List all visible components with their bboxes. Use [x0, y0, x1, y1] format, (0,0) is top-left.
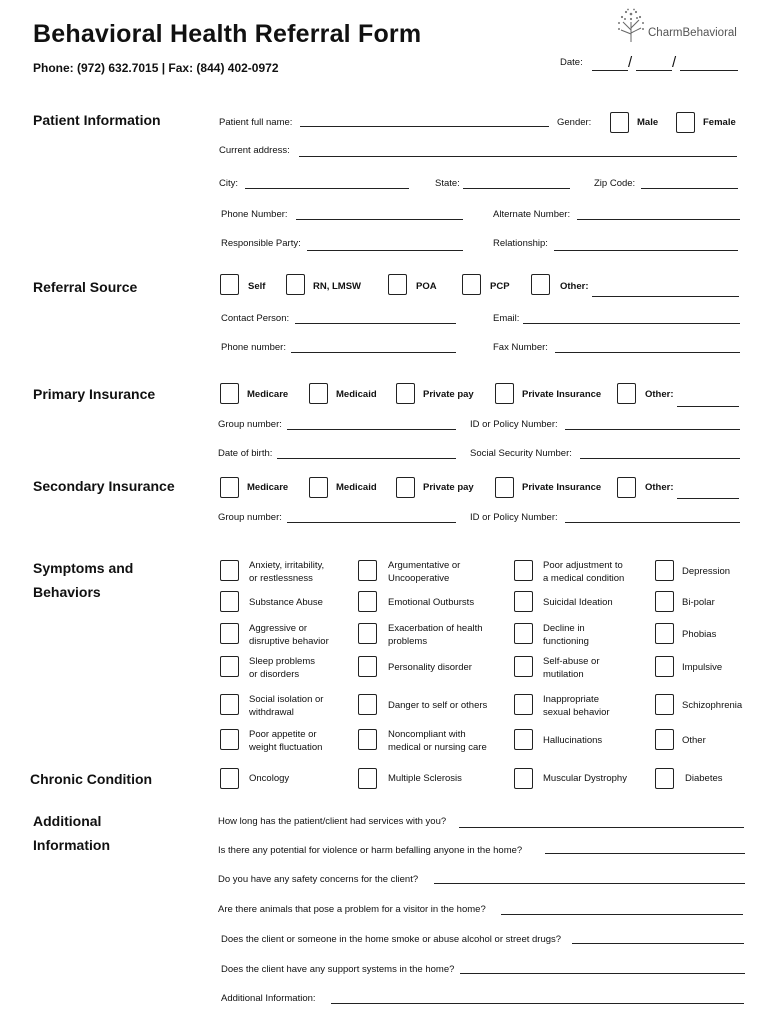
primary-medicare-label: Medicare: [247, 389, 289, 400]
secondary-other-checkbox[interactable]: [617, 477, 636, 498]
secondary-private-pay-label: Private pay: [423, 482, 474, 493]
alternate-number-label: Alternate Number:: [493, 209, 571, 220]
section-behaviors-title: Behaviors: [33, 584, 101, 600]
primary-private-insurance-checkbox[interactable]: [495, 383, 514, 404]
secondary-group-label: Group number:: [218, 512, 282, 523]
zip-label: Zip Code:: [594, 178, 636, 189]
symptom-label-line: disruptive behavior: [249, 635, 329, 647]
symptom-checkbox[interactable]: [655, 560, 674, 581]
date-month-field[interactable]: [592, 70, 628, 71]
primary-other-field[interactable]: [677, 406, 739, 407]
symptom-label-line: Aggressive or: [249, 623, 308, 634]
symptom-label: [682, 700, 742, 713]
email-field[interactable]: [523, 323, 740, 324]
answer-safety-concerns[interactable]: [434, 883, 745, 884]
primary-private-insurance-label: Private Insurance: [522, 389, 602, 400]
secondary-medicaid-checkbox[interactable]: [309, 477, 328, 498]
fax-number-field[interactable]: [555, 352, 740, 353]
relationship-field[interactable]: [554, 250, 738, 251]
ssn-label: Social Security Number:: [470, 448, 572, 459]
dob-field[interactable]: [277, 458, 456, 459]
contact-person-field[interactable]: [295, 323, 456, 324]
symptom-label-line: Depression: [682, 566, 731, 577]
symptom-label-line: Argumentative or: [388, 560, 461, 571]
symptom-label-line: Decline in: [543, 623, 585, 634]
answer-substance-use[interactable]: [572, 943, 744, 944]
primary-other-checkbox[interactable]: [617, 383, 636, 404]
answer-violence-potential[interactable]: [545, 853, 745, 854]
question-safety-concerns: Do you have any safety concerns for the client?: [218, 874, 419, 885]
section-patient-information: Patient Information: [33, 112, 161, 128]
section-primary-insurance: Primary Insurance: [33, 386, 156, 402]
symptom-checkbox[interactable]: [220, 694, 239, 715]
symptom-label-line: medical or nursing care: [388, 741, 487, 753]
symptom-label: [682, 662, 722, 675]
primary-group-field[interactable]: [287, 429, 456, 430]
symptom-checkbox[interactable]: [514, 656, 533, 677]
oncology-checkbox[interactable]: [220, 768, 239, 789]
answer-additional-info[interactable]: [331, 1003, 744, 1004]
state-field[interactable]: [463, 188, 570, 189]
symptom-label-line: problems: [388, 635, 428, 647]
rn-lmsw-checkbox[interactable]: [286, 274, 305, 295]
secondary-private-pay-checkbox[interactable]: [396, 477, 415, 498]
primary-policy-label: ID or Policy Number:: [470, 419, 558, 430]
rn-lmsw-label: RN, LMSW: [313, 281, 362, 292]
fax-number-label: Fax Number:: [493, 342, 548, 353]
multiple-sclerosis-label: Multiple Sclerosis: [388, 773, 462, 784]
symptom-checkbox[interactable]: [358, 560, 377, 581]
symptom-checkbox[interactable]: [655, 623, 674, 644]
section-chronic-condition: Chronic Condition: [30, 771, 153, 787]
answer-support-systems[interactable]: [460, 973, 745, 974]
symptom-checkbox[interactable]: [358, 623, 377, 644]
symptom-label-line: withdrawal: [249, 706, 294, 718]
symptom-label-line: Poor appetite or: [249, 729, 317, 740]
symptom-label-line: Poor adjustment to: [543, 560, 623, 571]
symptom-label: [388, 560, 460, 585]
symptom-checkbox[interactable]: [514, 591, 533, 612]
symptom-label: [682, 629, 716, 642]
secondary-medicaid-label: Medicaid: [336, 482, 377, 493]
section-additional-title: Additional: [33, 813, 102, 829]
referral-phone-label: Phone number:: [221, 342, 286, 353]
symptom-label: [388, 597, 474, 610]
section-referral-source: Referral Source: [33, 279, 138, 295]
symptom-label-line: sexual behavior: [543, 706, 610, 718]
symptom-label-line: Sleep problems: [249, 656, 316, 667]
symptom-label-line: Other: [682, 735, 706, 746]
address-label: Current address:: [219, 145, 290, 156]
symptom-label: [249, 623, 329, 648]
symptom-label: [543, 656, 600, 681]
answer-services-duration[interactable]: [459, 827, 744, 828]
secondary-medicare-label: Medicare: [247, 482, 289, 493]
tree-logo-icon: [615, 8, 647, 49]
responsible-party-field[interactable]: [307, 250, 463, 251]
form-title: Behavioral Health Referral Form: [33, 20, 422, 48]
muscular-dystrophy-checkbox[interactable]: [514, 768, 533, 789]
symptom-label: [543, 560, 624, 585]
secondary-policy-field[interactable]: [565, 522, 740, 523]
question-animals: Are there animals that pose a problem for a visitor in the home?: [218, 904, 486, 915]
contact-info: Phone: (972) 632.7015 | Fax: (844) 402-0972: [33, 61, 279, 75]
male-checkbox[interactable]: [610, 112, 629, 133]
date-label: Date:: [560, 57, 583, 68]
poa-checkbox[interactable]: [388, 274, 407, 295]
patient-name-field[interactable]: [300, 126, 549, 127]
symptom-label-line: Self-abuse or: [543, 656, 600, 667]
symptom-checkbox[interactable]: [655, 591, 674, 612]
oncology-label: Oncology: [249, 773, 290, 784]
responsible-party-label: Responsible Party:: [221, 238, 301, 249]
primary-group-label: Group number:: [218, 419, 282, 430]
alternate-number-field[interactable]: [577, 219, 740, 220]
section-information-title: Information: [33, 837, 110, 853]
symptom-label-line: Impulsive: [682, 662, 723, 673]
referral-phone-field[interactable]: [291, 352, 456, 353]
symptom-checkbox[interactable]: [655, 729, 674, 750]
symptom-checkbox[interactable]: [655, 656, 674, 677]
question-violence-potential: Is there any potential for violence or harm befalling anyone in the home?: [218, 845, 523, 856]
secondary-other-field[interactable]: [677, 498, 739, 499]
date-slash: /: [672, 54, 677, 71]
symptom-label-line: Exacerbation of health: [388, 623, 483, 634]
poa-label: POA: [416, 281, 437, 292]
self-label: Self: [248, 281, 266, 292]
symptom-label-line: or restlessness: [249, 572, 313, 584]
symptom-label: [388, 623, 483, 648]
secondary-private-insurance-checkbox[interactable]: [495, 477, 514, 498]
symptom-checkbox[interactable]: [514, 623, 533, 644]
symptom-label-line: Suicidal Ideation: [543, 597, 613, 608]
symptom-label: [543, 597, 613, 610]
symptom-checkbox[interactable]: [514, 560, 533, 581]
question-additional-info: Additional Information:: [221, 993, 316, 1004]
symptom-checkbox[interactable]: [358, 656, 377, 677]
phone-number-label: Phone Number:: [221, 209, 288, 220]
symptom-checkbox[interactable]: [220, 656, 239, 677]
section-secondary-insurance: Secondary Insurance: [33, 478, 175, 494]
symptom-label-line: Anxiety, irritability,: [249, 560, 325, 571]
symptom-label: [682, 735, 706, 748]
symptom-label-line: Personality disorder: [388, 662, 472, 673]
symptom-label-line: Substance Abuse: [249, 597, 323, 608]
symptom-label: [682, 597, 715, 610]
muscular-dystrophy-label: Muscular Dystrophy: [543, 773, 627, 784]
symptom-checkbox[interactable]: [655, 694, 674, 715]
secondary-policy-label: ID or Policy Number:: [470, 512, 558, 523]
patient-name-label: Patient full name:: [219, 117, 293, 128]
symptom-label: [249, 560, 324, 585]
ssn-field[interactable]: [580, 458, 740, 459]
question-substance-use: Does the client or someone in the home smoke or abuse alcohol or street drugs?: [221, 934, 562, 945]
answer-animals[interactable]: [501, 914, 743, 915]
primary-medicare-checkbox[interactable]: [220, 383, 239, 404]
section-symptoms-title: Symptoms and: [33, 560, 134, 576]
symptom-label: [682, 566, 730, 579]
email-label: Email:: [493, 313, 520, 324]
diabetes-checkbox[interactable]: [655, 768, 674, 789]
symptom-checkbox[interactable]: [220, 623, 239, 644]
symptom-label-line: Inappropriate: [543, 694, 599, 705]
multiple-sclerosis-checkbox[interactable]: [358, 768, 377, 789]
male-label: Male: [637, 117, 659, 128]
primary-private-pay-checkbox[interactable]: [396, 383, 415, 404]
primary-policy-field[interactable]: [565, 429, 740, 430]
symptom-label-line: Emotional Outbursts: [388, 597, 475, 608]
symptom-label: [543, 623, 589, 648]
city-label: City:: [219, 178, 238, 189]
secondary-medicare-checkbox[interactable]: [220, 477, 239, 498]
gender-label: Gender:: [557, 117, 592, 128]
pcp-label: PCP: [490, 281, 510, 292]
symptom-label-line: Hallucinations: [543, 735, 603, 746]
secondary-group-field[interactable]: [287, 522, 456, 523]
other-referral-label: Other:: [560, 281, 589, 292]
date-slash: /: [628, 54, 633, 71]
logo-text: CharmBehavioral: [648, 27, 737, 39]
symptom-checkbox[interactable]: [220, 560, 239, 581]
female-label: Female: [703, 117, 736, 128]
contact-person-label: Contact Person:: [221, 313, 290, 324]
symptom-label: [249, 597, 323, 610]
symptom-label-line: or disorders: [249, 668, 300, 680]
secondary-private-insurance-label: Private Insurance: [522, 482, 602, 493]
symptom-label-line: Noncompliant with: [388, 729, 466, 740]
symptom-checkbox[interactable]: [358, 694, 377, 715]
symptom-label: [388, 729, 487, 754]
symptom-label-line: functioning: [543, 635, 589, 647]
date-day-field[interactable]: [636, 70, 672, 71]
symptom-checkbox[interactable]: [514, 729, 533, 750]
other-referral-field[interactable]: [592, 296, 739, 297]
symptom-label: [249, 656, 315, 681]
secondary-other-label: Other:: [645, 482, 674, 493]
address-field[interactable]: [299, 156, 737, 157]
pcp-checkbox[interactable]: [462, 274, 481, 295]
question-services-duration: How long has the patient/client had services with you?: [218, 816, 447, 827]
date-year-field[interactable]: [680, 70, 738, 71]
symptom-label-line: mutilation: [543, 668, 584, 680]
symptom-label-line: Phobias: [682, 629, 717, 640]
phone-number-field[interactable]: [296, 219, 463, 220]
primary-other-label: Other:: [645, 389, 674, 400]
relationship-label: Relationship:: [493, 238, 548, 249]
dob-label: Date of birth:: [218, 448, 273, 459]
symptom-checkbox[interactable]: [220, 729, 239, 750]
symptom-label-line: Uncooperative: [388, 572, 450, 584]
diabetes-label: Diabetes: [685, 773, 723, 784]
symptom-label: [388, 700, 487, 713]
primary-medicaid-label: Medicaid: [336, 389, 377, 400]
self-checkbox[interactable]: [220, 274, 239, 295]
symptom-label-line: Danger to self or others: [388, 700, 488, 711]
question-support-systems: Does the client have any support systems in the home?: [221, 964, 455, 975]
symptom-checkbox[interactable]: [220, 591, 239, 612]
symptom-label: [388, 662, 472, 675]
city-field[interactable]: [245, 188, 409, 189]
symptom-label: [249, 694, 323, 719]
primary-medicaid-checkbox[interactable]: [309, 383, 328, 404]
state-label: State:: [435, 178, 460, 189]
symptom-label: [249, 729, 322, 754]
zip-field[interactable]: [641, 188, 738, 189]
symptom-label: [543, 735, 602, 748]
symptom-label-line: a medical condition: [543, 572, 625, 584]
symptom-label-line: Social isolation or: [249, 694, 324, 705]
primary-private-pay-label: Private pay: [423, 389, 474, 400]
symptom-label-line: Schizophrenia: [682, 700, 743, 711]
symptom-checkbox[interactable]: [358, 729, 377, 750]
symptom-label-line: Bi-polar: [682, 597, 715, 608]
female-checkbox[interactable]: [676, 112, 695, 133]
other-referral-checkbox[interactable]: [531, 274, 550, 295]
symptom-checkbox[interactable]: [358, 591, 377, 612]
symptom-checkbox[interactable]: [514, 694, 533, 715]
symptom-label: [543, 694, 610, 719]
symptom-label-line: weight fluctuation: [249, 741, 323, 753]
